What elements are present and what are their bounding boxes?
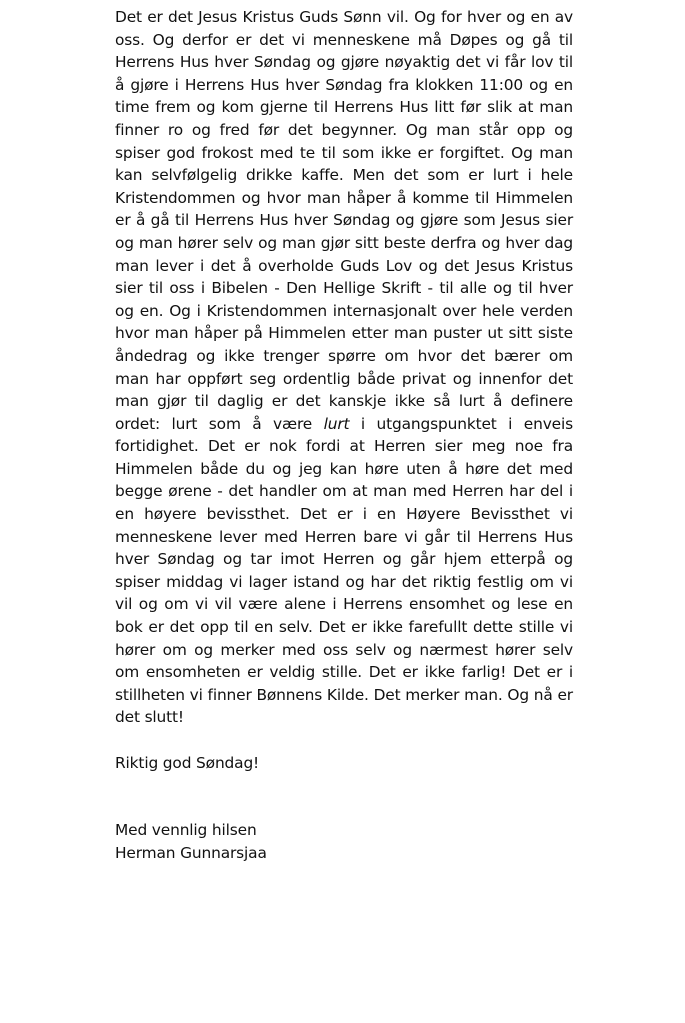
closing-line: Med vennlig hilsen: [115, 821, 257, 840]
letter-body-paragraph: [115, 6, 573, 729]
paragraph-emphasis-word: lurt: [323, 414, 350, 433]
signature-name: Herman Gunnarsjaa: [115, 843, 267, 862]
letter-page: [115, 6, 573, 865]
paragraph-text-part2: i utgangspunktet i enveis fortidighet. Det er nok fordi at Herren sier meg noe fra Himmelen både du og jeg kan høre uten å høre det med begge ørene - det handler om at man med Herren har del i en høyere bevissthet. Det er i en Høyere Bevissthet vi menneskene lever med Herren bare vi går til Herrens Hus hver Søndag og tar imot Herren og går hjem etterpå og spiser middag vi lager istand og har det riktig festlig om vi vil og om vi vil være alene i Herrens ensomhet og lese en bok er det opp til en selv. Det er ikke farefullt dette stille vi hører om og merker med oss selv og nærmest hører selv om ensomheten er veldig stille. Det er ikke farlig! Det er i stillheten vi finner Bønnens Kilde. Det merker man. Og nå er det slutt!: [115, 414, 573, 727]
paragraph-text-part1: Det er det Jesus Kristus Guds Sønn vil. Og for hver og en av oss. Og derfor er det vi menneskene må Døpes og gå til Herrens Hus hver Søndag og gjøre nøyaktig det vi får lov til å gjøre i Herrens Hus hver Søndag fra klokken 11:00 og en time frem og kom gjerne til Herrens Hus litt før slik at man finner ro og fred før det begynner. Og man står opp og spiser god frokost med te til som ikke er forgiftet. Og man kan selvfølgelig drikke kaffe. Men det som er lurt i hele Kristendommen og hvor man håper å komme til Himmelen er å gå til Herrens Hus hver Søndag og gjøre som Jesus sier og man hører selv og man gjør sitt beste derfra og hver dag man lever i det å overholde Guds Lov og det Jesus Kristus sier til oss i Bibelen - Den Hellige Skrift - til alle og til hver og en. Og i Kristendommen internasjonalt over hele verden hvor man håper på Himmelen etter man puster ut sitt siste åndedrag og ikke trenger spørre om hvor det bærer om man har oppført seg ordentlig både privat og innenfor det man gjør til daglig er det kanskje ikke så lurt å definere ordet: lurt som å være: [115, 8, 573, 433]
greeting-line: Riktig god Søndag!: [115, 753, 260, 772]
closing-block: [115, 819, 573, 864]
